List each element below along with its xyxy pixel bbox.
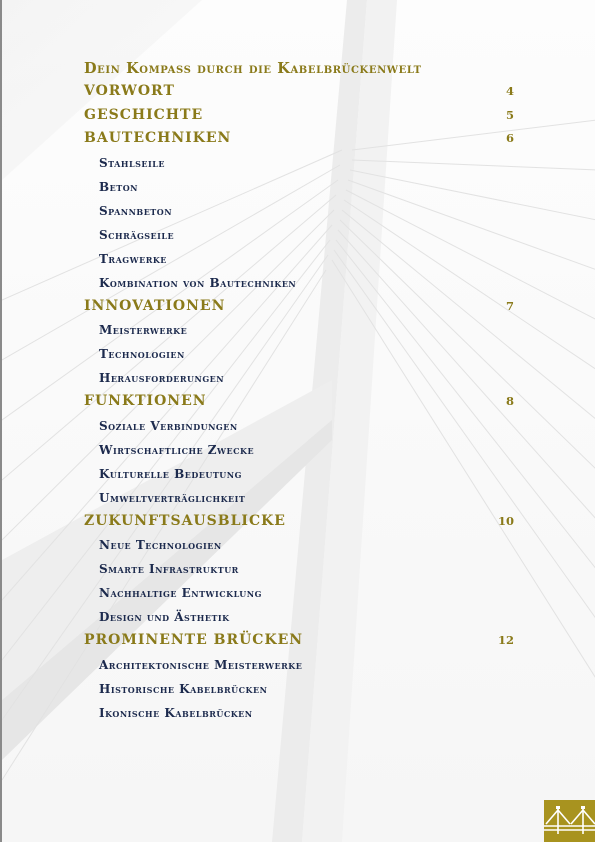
table-of-contents	[84, 58, 516, 725]
toc-subsection[interactable]: Spannbeton	[99, 203, 173, 218]
bridge-logo-icon	[544, 800, 595, 842]
toc-subsection[interactable]: Technologien	[99, 347, 185, 361]
toc-section-label: ZUKUNFTSAUSBLICKE	[84, 512, 286, 529]
toc-page-number: 5	[505, 107, 514, 122]
toc-subsection[interactable]: Tragwerke	[99, 251, 167, 266]
toc-title: Dein Kompass durch die Kabelbrückenwelt	[84, 60, 422, 77]
toc-section-label: GESCHICHTE	[84, 106, 204, 123]
toc-subsection[interactable]: Smarte Infrastruktur	[99, 562, 239, 576]
toc-page-number: 7	[505, 298, 514, 313]
toc-section[interactable]	[84, 390, 516, 414]
toc-subsection[interactable]: Meisterwerke	[99, 323, 188, 337]
toc-section-label: BAUTECHNIKEN	[84, 130, 232, 146]
toc-section[interactable]	[84, 127, 516, 151]
toc-subsection[interactable]: Wirtschaftliche Zwecke	[99, 442, 255, 457]
toc-page-number: 8	[505, 394, 514, 408]
toc-subsection[interactable]: Stahlseile	[99, 155, 165, 170]
toc-subsection[interactable]: Ikonische Kabelbrücken	[99, 705, 253, 720]
toc-section-label: FUNKTIONEN	[84, 393, 207, 409]
toc-subsection[interactable]: Design und Ästhetik	[99, 610, 230, 624]
toc-page-number: 6	[505, 131, 514, 145]
toc-section[interactable]	[84, 295, 516, 319]
toc-section-label: INNOVATIONEN	[84, 297, 226, 314]
toc-subsection[interactable]: Herausforderungen	[99, 371, 225, 385]
toc-subsection[interactable]: Kulturelle Bedeutung	[99, 466, 242, 481]
toc-subsection[interactable]: Soziale Verbindungen	[99, 418, 238, 433]
toc-section[interactable]	[84, 629, 516, 653]
toc-section[interactable]	[84, 104, 516, 128]
toc-page-number: 12	[497, 633, 514, 647]
toc-page-number: 10	[497, 513, 514, 528]
toc-section[interactable]	[84, 510, 516, 534]
toc-page-number: 4	[505, 84, 514, 98]
toc-section[interactable]	[84, 80, 516, 104]
toc-subsection[interactable]: Beton	[99, 179, 138, 194]
toc-subsection[interactable]: Architektonische Meisterwerke	[99, 657, 303, 672]
toc-section-label: PROMINENTE BRÜCKEN	[84, 632, 304, 648]
toc-subsection[interactable]: Nachhaltige Entwicklung	[99, 586, 262, 600]
toc-subsection[interactable]: Kombination von Bautechniken	[99, 275, 297, 290]
toc-subsection[interactable]: Umweltverträglichkeit	[99, 490, 246, 505]
toc-section-label: VORWORT	[84, 83, 175, 99]
toc-subsection[interactable]: Neue Technologien	[99, 538, 222, 552]
toc-subsection[interactable]: Historische Kabelbrücken	[99, 681, 268, 696]
toc-subsection[interactable]: Schrägseile	[99, 227, 175, 242]
